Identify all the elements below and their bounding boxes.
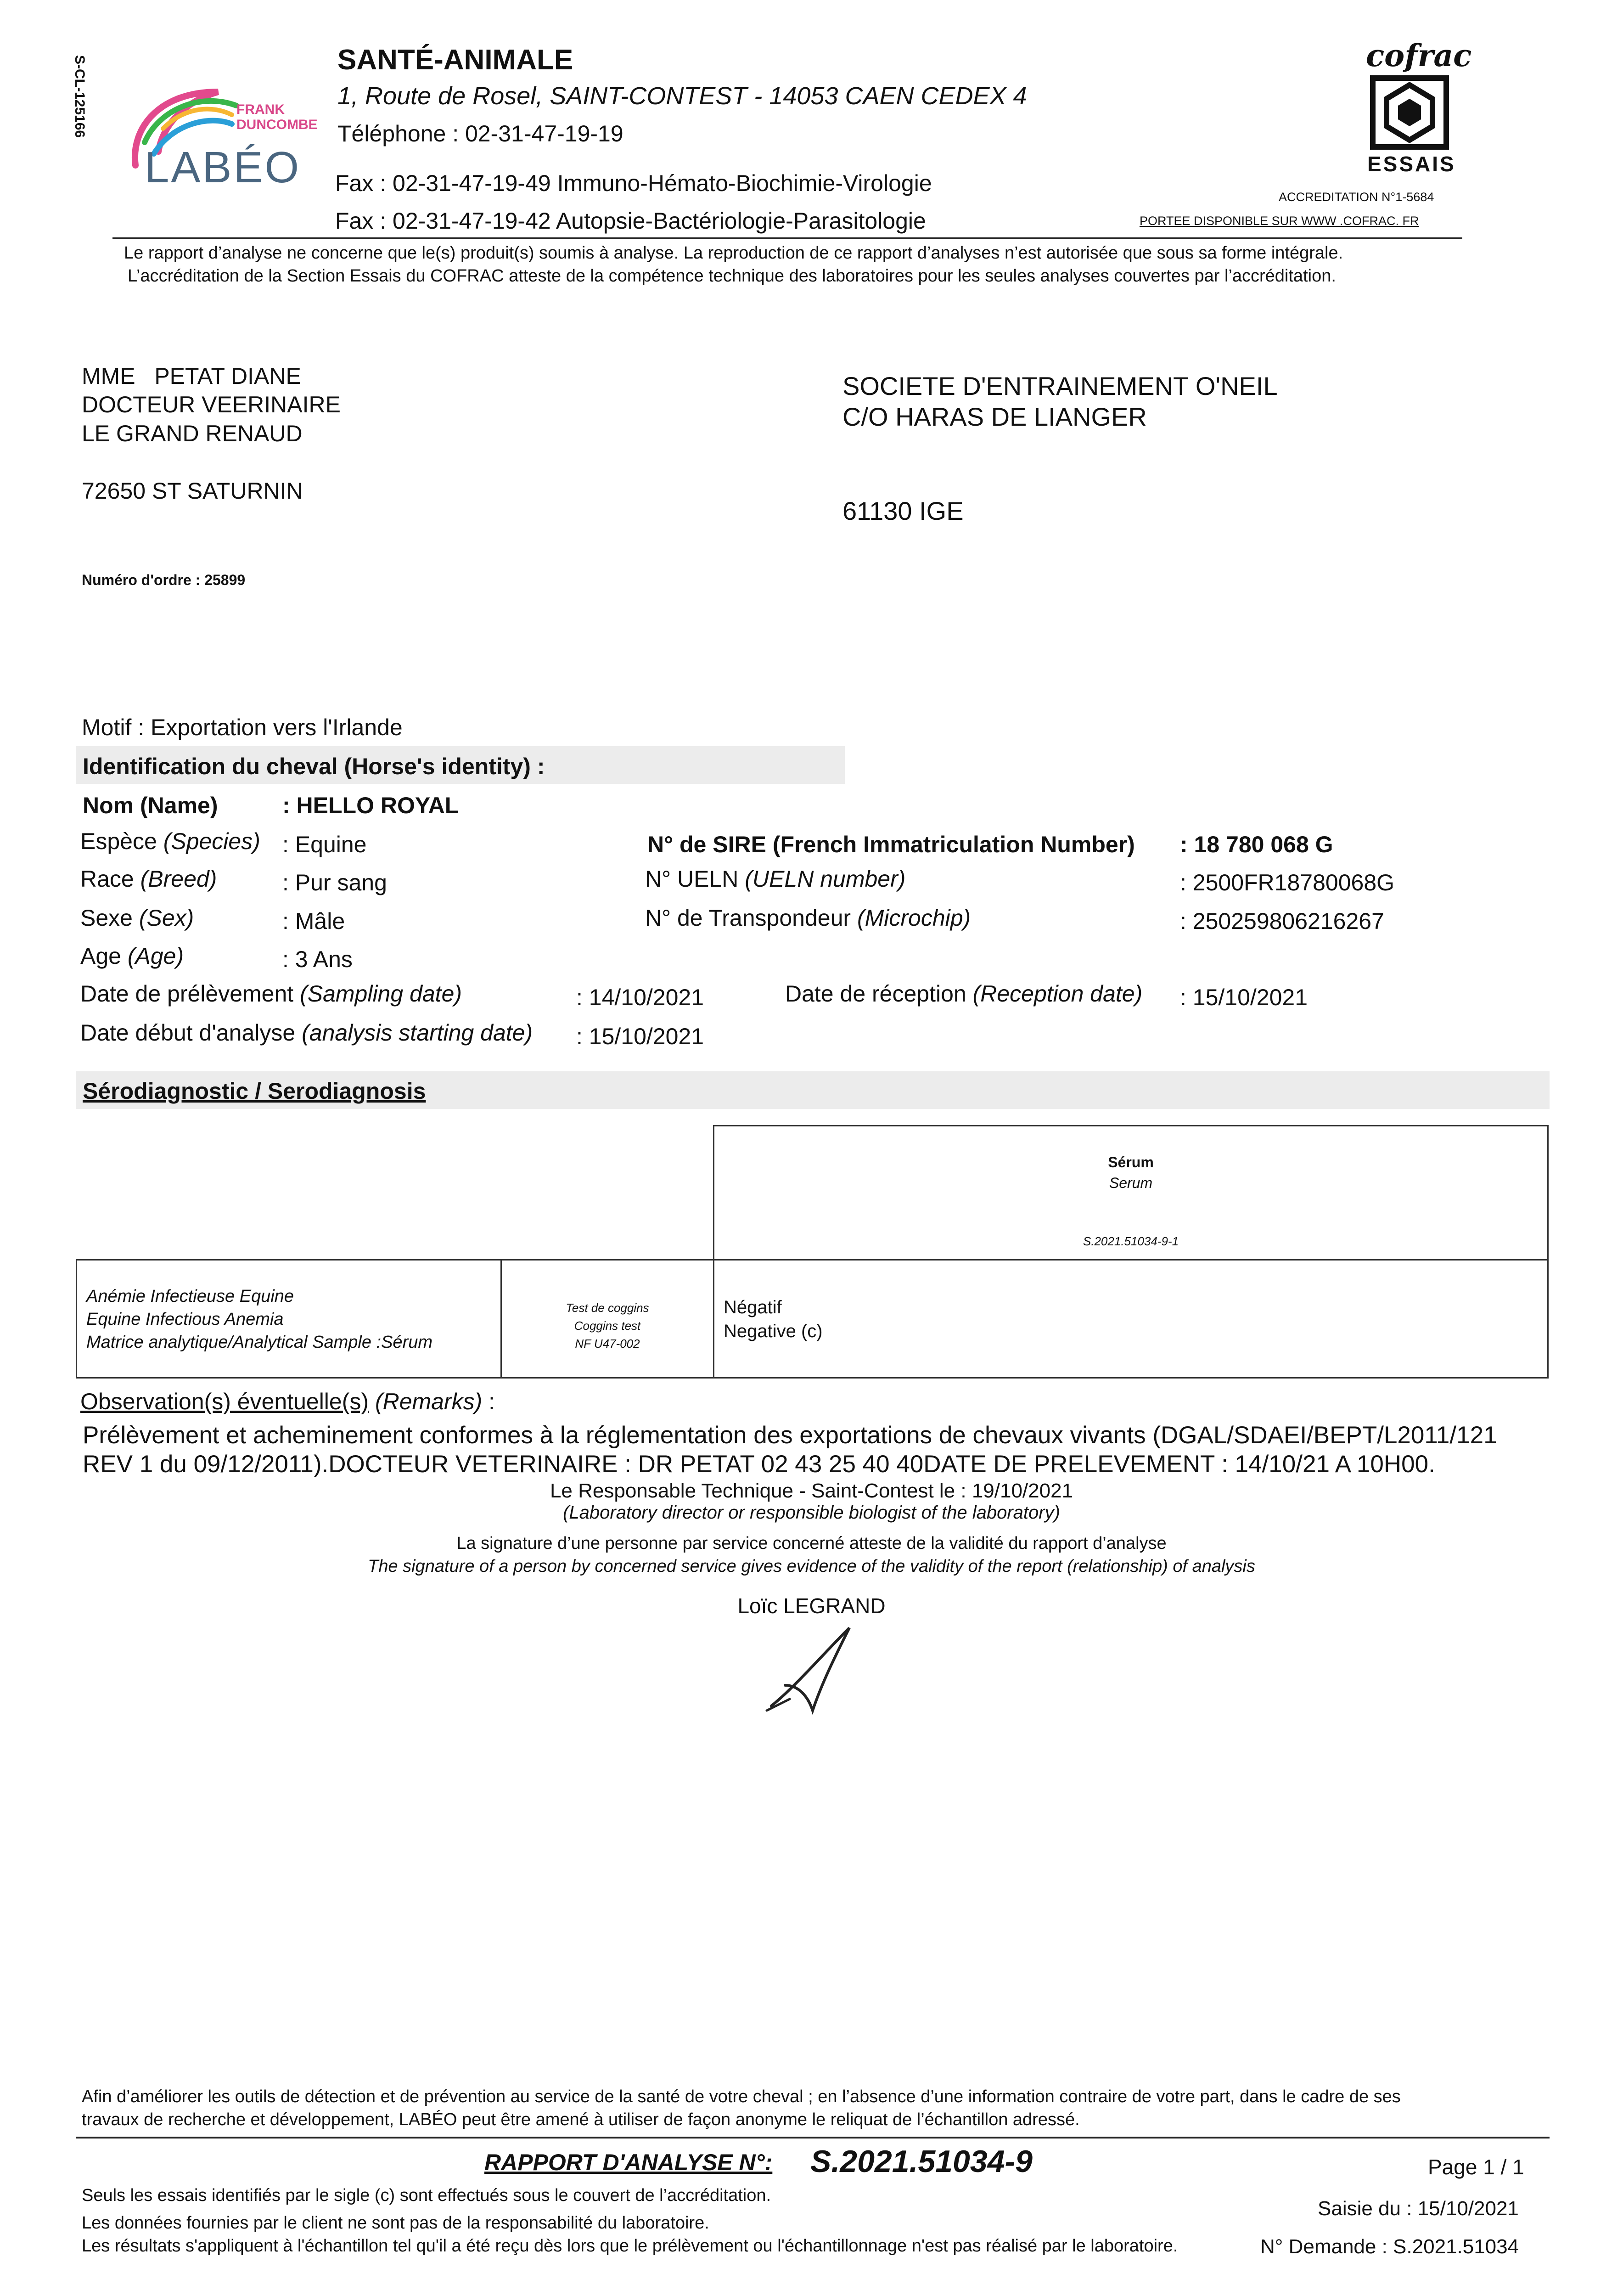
- lab-address: 1, Route de Rosel, SAINT-CONTEST - 14053 CAEN CEDEX 4: [337, 82, 1027, 110]
- cofrac-brand: cofrac: [1366, 38, 1472, 73]
- footer-note3: Les résultats s'appliquent à l'échantillon tel qu'il a été reçu dès lors que le prélèvement ou l'échantillonnage n'est pas réalisé par le laboratoire.: [82, 2236, 1178, 2256]
- result-cell: [713, 1259, 1549, 1379]
- vet-line2: DOCTEUR VEERINAIRE: [82, 392, 341, 417]
- side-code: S-CL-125166: [72, 55, 87, 138]
- lab-fax1: Fax : 02-31-47-19-49 Immuno-Hémato-Biochimie-Virologie: [335, 170, 932, 196]
- disclaimer-line1: Le rapport d’analyse ne concerne que le(s) produit(s) soumis à analyse. La reproduction de ce rapport d’analyses n’est autorisée que sous sa forme intégrale.: [124, 243, 1343, 263]
- method-line2: Coggins test: [574, 1319, 641, 1333]
- analysis-line1: Anémie Infectieuse Equine: [86, 1287, 294, 1306]
- sire-label: N° de SIRE (French Immatriculation Number): [647, 832, 1135, 857]
- cofrac-portee: PORTEE DISPONIBLE SUR WWW .COFRAC. FR: [1140, 214, 1419, 228]
- footer-rule: [76, 2137, 1550, 2138]
- analysis-date-label: Date début d'analyse (analysis starting date): [80, 1020, 533, 1046]
- remarks-label: Observation(s) éventuelle(s) (Remarks) :: [80, 1389, 495, 1414]
- footer-note1: Seuls les essais identifiés par le sigle (c) sont effectués sous le couvert de l’accréditation.: [82, 2186, 771, 2205]
- horse-name-label: Nom (Name): [83, 793, 218, 818]
- notice-line2: travaux de recherche et développement, LABÉO peut être amené à utiliser de façon anonyme le reliquat de l’échantillon adressé.: [82, 2110, 1080, 2129]
- signer-name: Loïc LEGRAND: [737, 1594, 886, 1618]
- sample-en: Serum: [1109, 1175, 1153, 1191]
- reception-date-label: Date de réception (Reception date): [785, 981, 1143, 1007]
- responsible-en: (Laboratory director or responsible biologist of the laboratory): [563, 1503, 1060, 1523]
- sero-header: Sérodiagnostic / Serodiagnosis: [83, 1078, 426, 1104]
- sex-label: Sexe (Sex): [80, 905, 194, 931]
- lab-phone: Téléphone : 02-31-47-19-19: [337, 121, 623, 146]
- sire-value: : 18 780 068 G: [1180, 832, 1333, 857]
- saisie: Saisie du : 15/10/2021: [1318, 2197, 1519, 2220]
- sample-header-cell: [713, 1125, 1549, 1261]
- report-number: S.2021.51034-9: [810, 2144, 1033, 2179]
- cofrac-accreditation: ACCREDITATION N°1-5684: [1279, 190, 1434, 204]
- breed-label: Race (Breed): [80, 866, 217, 892]
- result-en: Negative (c): [724, 1321, 823, 1341]
- order-number: Numéro d'ordre : 25899: [82, 572, 246, 588]
- sampling-date-label: Date de prélèvement (Sampling date): [80, 981, 462, 1007]
- logo-brand: LABÉO: [145, 143, 301, 192]
- logo-line1: FRANK: [236, 102, 285, 117]
- sample-id: S.2021.51034-9-1: [1083, 1234, 1179, 1248]
- client-line2: C/O HARAS DE LIANGER: [842, 402, 1147, 431]
- motif: Motif : Exportation vers l'Irlande: [82, 715, 403, 740]
- sampling-date-value: : 14/10/2021: [576, 985, 704, 1010]
- logo-line2: DUNCOMBE: [236, 117, 318, 132]
- validity-en: The signature of a person by concerned service gives evidence of the validity of the report (relationship) of analysis: [368, 1557, 1255, 1576]
- signature-icon: [758, 1619, 863, 1720]
- ueln-label: N° UELN (UELN number): [645, 866, 906, 892]
- breed-value: : Pur sang: [282, 870, 387, 895]
- reception-date-value: : 15/10/2021: [1180, 985, 1308, 1010]
- analysis-date-value: : 15/10/2021: [576, 1024, 704, 1049]
- sample-fr: Sérum: [1108, 1154, 1154, 1171]
- cofrac-essais-icon: [1368, 73, 1451, 152]
- method-line3: NF U47-002: [575, 1337, 640, 1351]
- age-label: Age (Age): [80, 943, 184, 969]
- analysis-line3: Matrice analytique/Analytical Sample :Sérum: [86, 1333, 433, 1352]
- responsible: Le Responsable Technique - Saint-Contest le : 19/10/2021: [550, 1480, 1073, 1502]
- notice-line1: Afin d’améliorer les outils de détection et de prévention au service de la santé de votre cheval ; en l’absence d’une information contraire de votre part, dans le cadre de ses: [82, 2087, 1401, 2106]
- ueln-value: : 2500FR18780068G: [1180, 870, 1395, 895]
- result-fr: Négatif: [724, 1297, 782, 1317]
- remarks-line2: REV 1 du 09/12/2011).DOCTEUR VETERINAIRE : DR PETAT 02 43 25 40 40DATE DE PRELEVEMENT : 14/10/21 A 10H00.: [83, 1451, 1435, 1478]
- labeo-logo: [117, 73, 337, 202]
- identity-header: Identification du cheval (Horse's identity) :: [83, 754, 545, 779]
- lab-name: SANTÉ-ANIMALE: [337, 44, 573, 76]
- method-cell: [500, 1259, 714, 1379]
- page-number: Page 1 / 1: [1428, 2155, 1524, 2179]
- client-line1: SOCIETE D'ENTRAINEMENT O'NEIL: [842, 371, 1278, 400]
- vet-line3: LE GRAND RENAUD: [82, 421, 303, 446]
- method-line1: Test de coggins: [566, 1301, 649, 1315]
- disclaimer-line2: L’accréditation de la Section Essais du COFRAC atteste de la compétence technique des laboratoires pour les seules analyses couvertes par l’accréditation.: [128, 266, 1336, 286]
- species-value: : Equine: [282, 832, 367, 857]
- transponder-value: : 250259806216267: [1180, 908, 1384, 934]
- horse-name-value: : HELLO ROYAL: [282, 793, 459, 818]
- sex-value: : Mâle: [282, 908, 345, 934]
- remarks-line1: Prélèvement et acheminement conformes à la réglementation des exportations de chevaux vivants (DGAL/SDAEI/BEPT/L2011/121: [83, 1422, 1497, 1449]
- transponder-label: N° de Transpondeur (Microchip): [645, 905, 971, 931]
- lab-fax2: Fax : 02-31-47-19-42 Autopsie-Bactériologie-Parasitologie: [335, 208, 926, 234]
- demande: N° Demande : S.2021.51034: [1260, 2235, 1519, 2258]
- report-label: RAPPORT D'ANALYSE N°:: [484, 2150, 773, 2175]
- species-label: Espèce (Species): [80, 828, 260, 854]
- cofrac-essais: ESSAIS: [1367, 152, 1456, 176]
- validity-fr: La signature d’une personne par service concerné atteste de la validité du rapport d’analyse: [456, 1534, 1167, 1553]
- vet-line4: 72650 ST SATURNIN: [82, 478, 303, 504]
- header-rule: [112, 237, 1462, 239]
- client-line3: 61130 IGE: [842, 496, 964, 525]
- age-value: : 3 Ans: [282, 946, 353, 972]
- analysis-cell: [76, 1259, 502, 1379]
- analysis-line2: Equine Infectious Anemia: [86, 1310, 284, 1329]
- vet-line1: MME PETAT DIANE: [82, 363, 301, 389]
- footer-note2: Les données fournies par le client ne sont pas de la responsabilité du laboratoire.: [82, 2213, 709, 2233]
